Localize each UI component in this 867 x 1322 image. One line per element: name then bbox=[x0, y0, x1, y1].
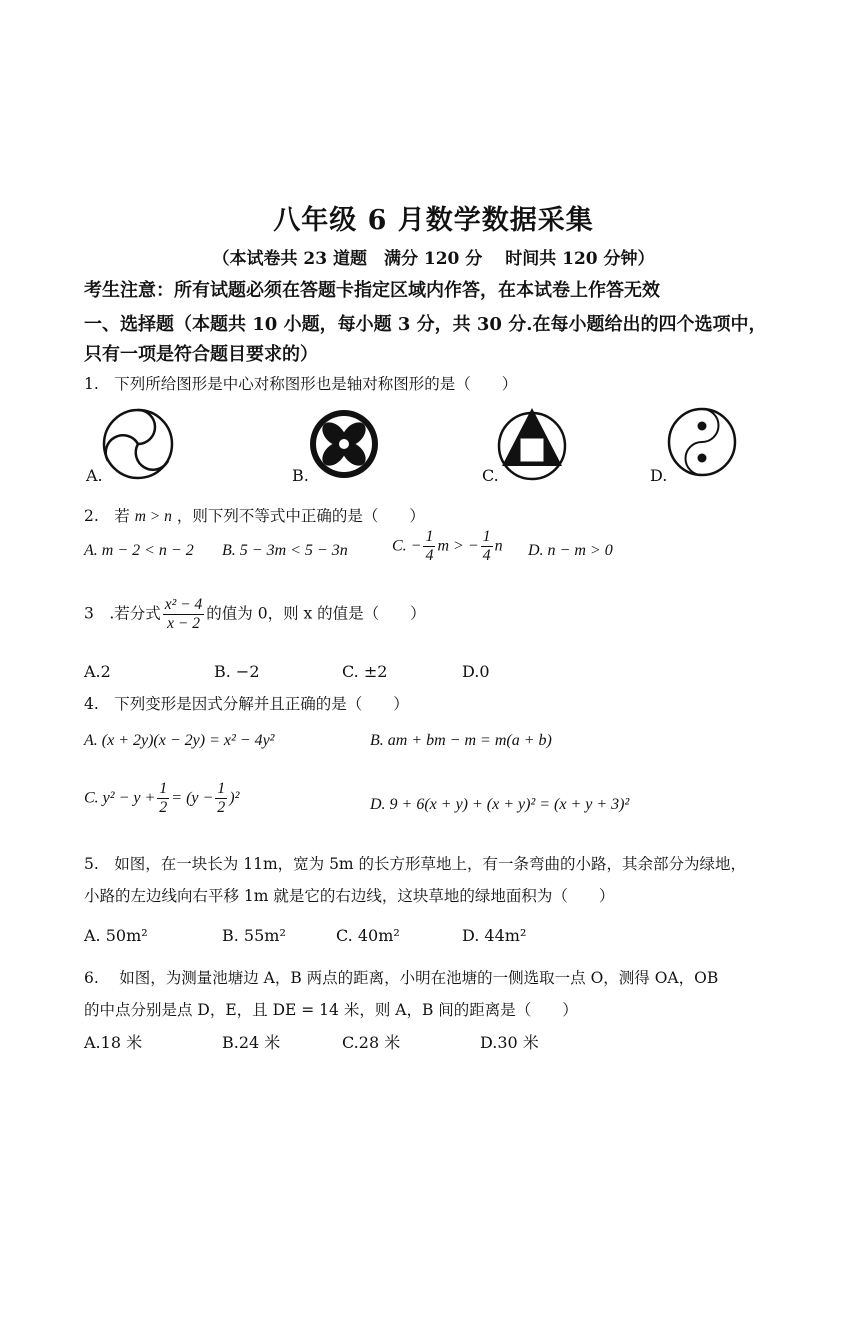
figure-1c-label: C. bbox=[482, 466, 499, 485]
q2c-frac2 bbox=[481, 528, 493, 566]
q4c-frac1 bbox=[157, 780, 169, 818]
figure-1c-triangle-square bbox=[496, 404, 568, 482]
q5-option-d: D. 44m² bbox=[462, 926, 527, 945]
q2-option-b: B. 5 − 3m < 5 − 3n bbox=[222, 542, 348, 559]
q6-option-b: B.24 米 bbox=[222, 1033, 281, 1052]
section-heading-cont: 只有一项是符合题目要求的） bbox=[84, 344, 318, 365]
q6-option-d: D.30 米 bbox=[480, 1033, 539, 1052]
q2c-mid: m > − bbox=[437, 537, 479, 555]
q4-option-c bbox=[84, 780, 239, 818]
q4c-frac1-num: 1 bbox=[157, 780, 169, 799]
figure-1b-label: B. bbox=[292, 466, 309, 485]
question-5-line1: 5. 如图，在一块长为 11m，宽为 5m 的长方形草地上，有一条弯曲的小路，其余部分为绿地， bbox=[84, 855, 747, 873]
q2-stem-prefix: 2. 若 bbox=[84, 507, 130, 525]
section-heading: 一、选择题（本题共 10 小题，每小题 3 分，共 30 分.在每小题给出的四个选项中， bbox=[84, 314, 767, 335]
exam-info: （本试卷共 23 道题 满分 120 分 时间共 120 分钟） bbox=[212, 249, 655, 269]
q5-option-b: B. 55m² bbox=[222, 926, 286, 945]
q2c-frac1-den: 4 bbox=[425, 547, 434, 565]
q5-option-a: A. 50m² bbox=[84, 926, 148, 945]
q2-stem-suffix: ，则下列不等式中正确的是（ ） bbox=[176, 507, 425, 525]
question-3-stem bbox=[84, 596, 426, 633]
figure-1b-flower bbox=[306, 406, 382, 482]
q4c-frac2 bbox=[215, 780, 227, 818]
figure-1d-yinyang bbox=[666, 406, 738, 478]
q2c-end: n bbox=[494, 537, 503, 555]
q2c-frac2-num: 1 bbox=[481, 528, 493, 547]
q4c-frac2-num: 1 bbox=[215, 780, 227, 799]
q4c-frac1-den: 2 bbox=[159, 799, 168, 817]
q3-numerator: x² − 4 bbox=[164, 596, 203, 613]
q2c-frac1-num: 1 bbox=[423, 528, 435, 547]
q3-stem-prefix: 3 .若分式 bbox=[84, 604, 161, 623]
q4-option-a: A. (x + 2y)(x − 2y) = x² − 4y² bbox=[84, 732, 275, 749]
q3-option-b: B. −2 bbox=[214, 662, 260, 681]
q4c-end: )² bbox=[229, 789, 240, 807]
q4-option-b: B. am + bm − m = m(a + b) bbox=[370, 732, 552, 749]
q2-option-a: A. m − 2 < n − 2 bbox=[84, 542, 194, 559]
q3-denominator: x − 2 bbox=[167, 614, 200, 632]
question-2-stem bbox=[84, 504, 425, 526]
q3-fraction bbox=[163, 596, 205, 633]
q6-option-a: A.18 米 bbox=[84, 1033, 143, 1052]
question-6-line1: 6. 如图，为测量池塘边 A，B 两点的距离，小明在池塘的一侧选取一点 O，测得 OA，OB bbox=[84, 969, 719, 987]
q3-option-d: D.0 bbox=[462, 662, 490, 681]
figure-1a-label: A. bbox=[86, 466, 103, 485]
q5-option-c: C. 40m² bbox=[336, 926, 400, 945]
q2c-pre: C. − bbox=[392, 537, 422, 555]
page-title: 八年级 6 月数学数据采集 bbox=[273, 205, 594, 236]
q3-option-c: C. ±2 bbox=[342, 662, 388, 681]
question-1-stem: 1. 下列所给图形是中心对称图形也是轴对称图形的是（ ） bbox=[84, 375, 518, 393]
figure-1a-swirl bbox=[100, 406, 176, 482]
q2-condition: m > n bbox=[134, 508, 172, 525]
question-6-line2: 的中点分别是点 D，E，且 DE = 14 米，则 A，B 间的距离是（ ） bbox=[84, 1001, 578, 1019]
q4c-pre: C. y² − y + bbox=[84, 789, 156, 807]
q4c-frac2-den: 2 bbox=[217, 799, 226, 817]
q2-option-c bbox=[392, 528, 503, 566]
q4c-mid: = (y − bbox=[171, 789, 214, 807]
q6-option-c: C.28 米 bbox=[342, 1033, 401, 1052]
question-5-line2: 小路的左边线向右平移 1m 就是它的右边线，这块草地的绿地面积为（ ） bbox=[84, 887, 615, 905]
figure-1d-label: D. bbox=[650, 466, 668, 485]
q2-option-d: D. n − m > 0 bbox=[528, 542, 613, 559]
question-4-stem: 4. 下列变形是因式分解并且正确的是（ ） bbox=[84, 695, 409, 713]
q2c-frac2-den: 4 bbox=[482, 547, 491, 565]
q3-option-a: A.2 bbox=[84, 662, 111, 681]
q4-option-d: D. 9 + 6(x + y) + (x + y)² = (x + y + 3)² bbox=[370, 796, 630, 813]
q3-stem-suffix: 的值为 0，则 x 的值是（ ） bbox=[206, 604, 426, 623]
q2c-frac1 bbox=[423, 528, 435, 566]
notice: 考生注意：所有试题必须在答题卡指定区域内作答，在本试卷上作答无效 bbox=[84, 280, 660, 301]
